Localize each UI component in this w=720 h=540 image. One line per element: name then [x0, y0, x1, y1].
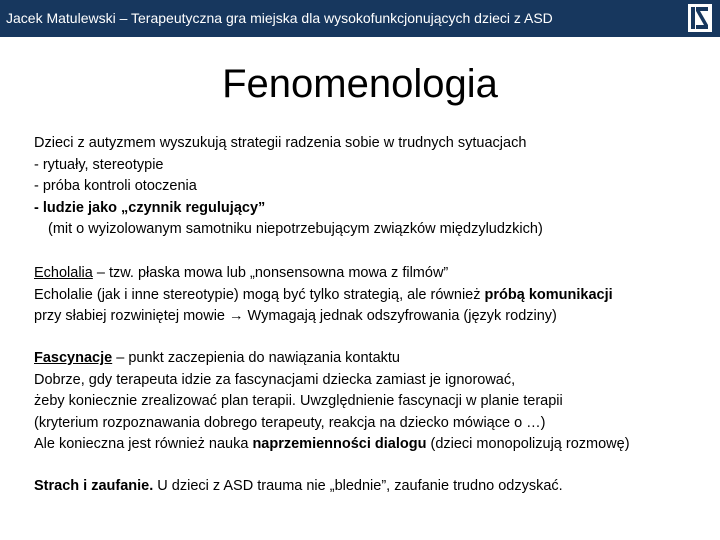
fear-trust-text: U dzieci z ASD trauma nie „blednie”, zaufanie trudno odzyskać. — [153, 478, 563, 494]
fear-trust-line — [34, 476, 714, 498]
bullet-item-bold: - ludzie jako „czynnik regulujący” — [34, 199, 266, 216]
fascinations-line-4: (kryterium rozpoznawania dobrego terapeuty, reakcja na dziecko mówiące o …) — [34, 414, 546, 431]
echolalia-emphasis: próbą komunikacji — [484, 286, 613, 303]
header-author: Jacek Matulewski — [6, 10, 116, 26]
slide-header — [0, 0, 720, 37]
fascinations-definition: – punkt zaczepienia do nawiązania kontaktu — [112, 350, 400, 366]
echolalia-line-1 — [34, 263, 714, 285]
echolalia-line-2-text: Echolalie (jak i inne stereotypie) mogą być tylko strategią, ale również — [34, 286, 485, 303]
echolalia-definition: – tzw. płaska mowa lub „nonsensowna mowa z filmów” — [92, 265, 449, 281]
echolalia-term: Echolalia — [34, 265, 93, 281]
fascinations-line-5-end: (dzieci monopolizują rozmowę) — [426, 436, 630, 452]
fascinations-line-5-text: Ale konieczna jest również nauka — [34, 436, 253, 452]
section-strategies — [34, 133, 714, 241]
echolalia-line-3: przy słabiej rozwiniętej mowie → Wymagają jednak odszyfrowania (język rodziny) — [34, 308, 557, 324]
bullet-item: - próba kontroli otoczenia — [34, 178, 197, 194]
fascinations-line-5 — [34, 434, 714, 456]
fascinations-term: Fascynacje — [34, 350, 113, 366]
university-logo-icon — [688, 4, 712, 32]
fascinations-line-2: Dobrze, gdy terapeuta idzie za fascynacjami dziecka zamiast je ignorować, — [34, 371, 516, 388]
bullet-item: - rytuały, stereotypie — [34, 156, 164, 173]
fear-trust-term: Strach i zaufanie. — [34, 478, 154, 494]
header-course-title: Terapeutyczna gra miejska dla wysokofunkcjonujących dzieci z ASD — [131, 10, 553, 26]
section-fascinations — [34, 348, 714, 456]
bullet-item — [34, 198, 714, 220]
fascinations-line-1 — [34, 348, 714, 370]
echolalia-line-2 — [34, 285, 714, 307]
strategies-intro: Dzieci z autyzmem wyszukują strategii radzenia sobie w trudnych sytuacjach — [34, 135, 527, 151]
fascinations-line-3: żeby koniecznie zrealizować plan terapii. Uwzględnienie fascynacji w planie terapii — [34, 393, 563, 409]
fascinations-emphasis: naprzemienności dialogu — [252, 436, 427, 452]
header-title — [6, 0, 553, 37]
section-fear-trust — [34, 476, 714, 498]
section-echolalia — [34, 263, 714, 328]
header-separator: – — [115, 10, 132, 26]
slide-title: Fenomenologia — [222, 62, 498, 106]
strategies-note: (mit o wyizolowanym samotniku niepotrzebującym związków międzyludzkich) — [48, 221, 543, 237]
